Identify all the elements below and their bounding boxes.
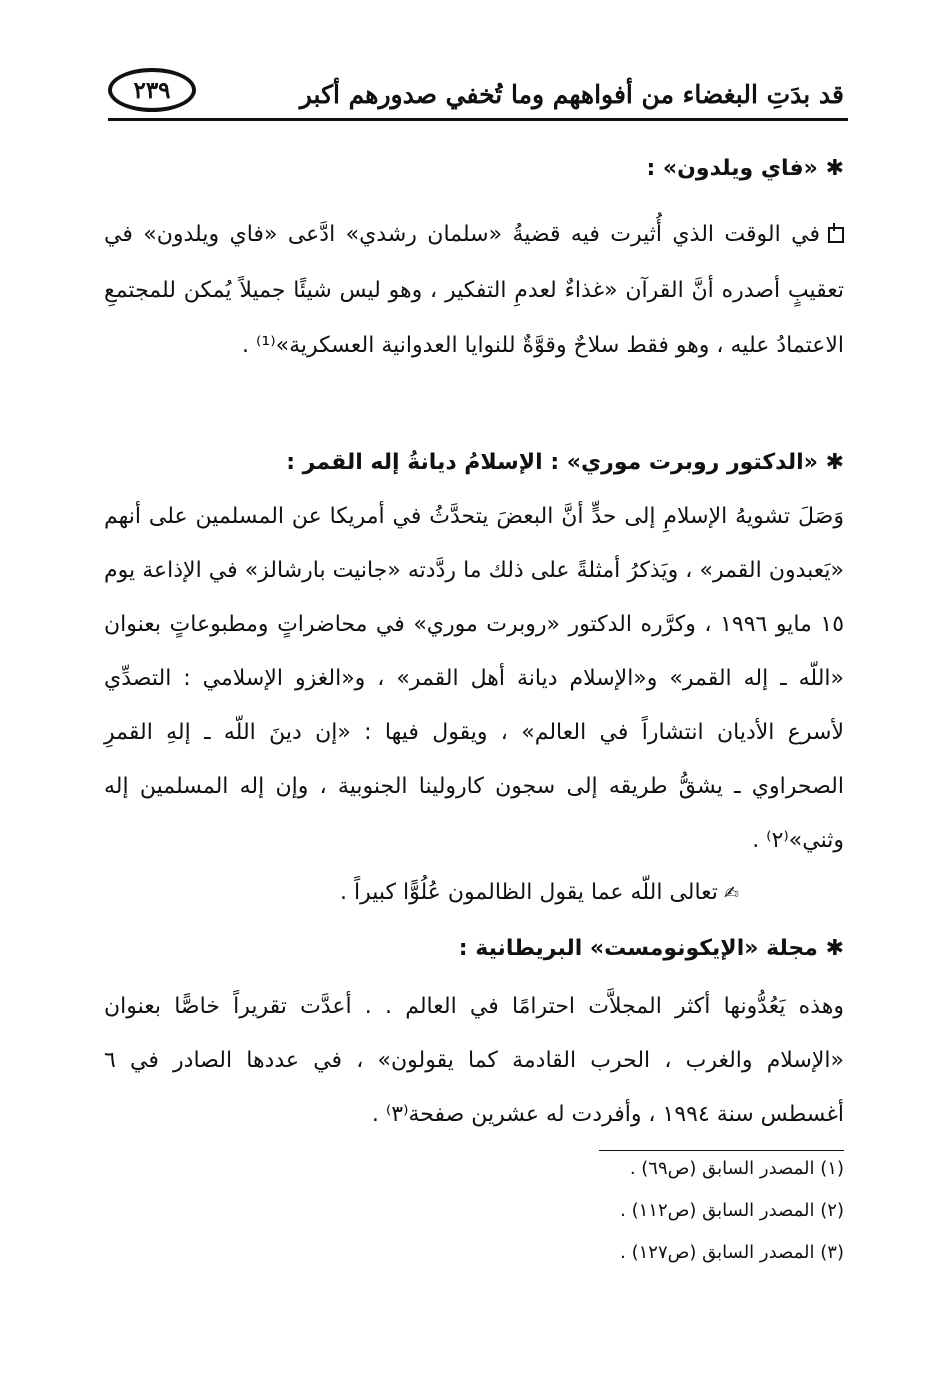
footnote: (٢) المصدر السابق (ص١١٢) .: [620, 1200, 844, 1221]
section-paragraph-text: في الوقت الذي أُثيرت فيه قضيةُ «سلمان رشدي» ادَّعى «فاي ويلدون» في تعقيبٍ أصدره أنَّ القرآن «غذاءٌ لعدمِ التفكير ، وهو ليس شيئًا جميلاً يُمكن للمجتمعِ الاعتمادُ عليه ، وهو فقط سلاحٌ وقوَّةٌ للنوايا العدوانية العسكرية»⁽¹⁾ .: [104, 222, 844, 358]
section-heading-text: مجلة «الإيكونومست» البريطانية :: [458, 936, 818, 961]
section-heading-fay-weldon: [104, 150, 844, 188]
running-header-title: قد بدَتِ البغضاء من أفواههم وما تُخفي صدورهم أكبر: [299, 80, 844, 109]
asterisk-icon: ✱: [817, 156, 844, 181]
closing-remark-text: تعالى اللّه عما يقول الظالمون عُلُوًّا كبيراً .: [340, 880, 718, 905]
section-heading-robert-morey: [104, 444, 844, 482]
section-heading-economist: [104, 930, 844, 968]
section-paragraph-text: وَصَلَ تشويهُ الإسلامِ إلى حدٍّ أنَّ البعضَ يتحدَّثُ في أمريكا عن المسلمين على أنهم «يَعبدون القمر» ، ويَذكرُ أمثلةً على ذلك ما ردَّدته «جانيت بارشالز» في الإذاعة يوم ١٥ مايو ١٩٩٦ ، وكرَّره الدكتور «روبرت موري» في محاضراتٍ ومطبوعاتٍ بعنوان «اللّه ـ إله القمر» و«الإسلام ديانة أهل القمر» ، و«الغزو الإسلامي : التصدِّي لأسرع الأديان انتشاراً في العالم» ، ويقول فيها : «إن دينَ اللّه ـ إلهِ القمرِ الصحراوي ـ يشقُّ طريقه إلى سجون كارولينا الجنوبية ، وإن إله المسلمين إله وثني»⁽٢⁾ .: [104, 504, 845, 853]
closing-remark: [0, 874, 739, 913]
footnote-rule: [599, 1150, 844, 1151]
section-heading-text: «فاي ويلدون» :: [646, 156, 818, 181]
footnote: (٣) المصدر السابق (ص١٢٧) .: [620, 1242, 844, 1263]
asterisk-icon: ✱: [817, 936, 844, 961]
footnote: (١) المصدر السابق (ص٦٩) .: [629, 1158, 844, 1179]
asterisk-icon: ✱: [817, 450, 844, 475]
page-number-badge: ٢٣٩: [108, 68, 196, 112]
section-paragraph: [104, 490, 844, 868]
section-paragraph: [104, 980, 844, 1142]
section-paragraph-text: وهذه يَعُدُّونها أكثر المجلاَّت احترامًا في العالم . . أعدَّت تقريراً خاصًّا بعنوان «الإسلام والغرب ، الحرب القادمة كما يقولون» ، في عددها الصادر في ٦ أغسطس سنة ١٩٩٤ ، وأفردت له عشرين صفحة⁽٣⁾ .: [104, 994, 844, 1127]
square-bullet-icon: [828, 227, 844, 243]
header-rule: [108, 118, 848, 121]
section-heading-text: «الدكتور روبرت موري» : الإسلامُ ديانةُ إله القمر :: [286, 450, 818, 475]
pen-icon: ✍: [723, 883, 739, 904]
section-paragraph: [104, 207, 844, 374]
